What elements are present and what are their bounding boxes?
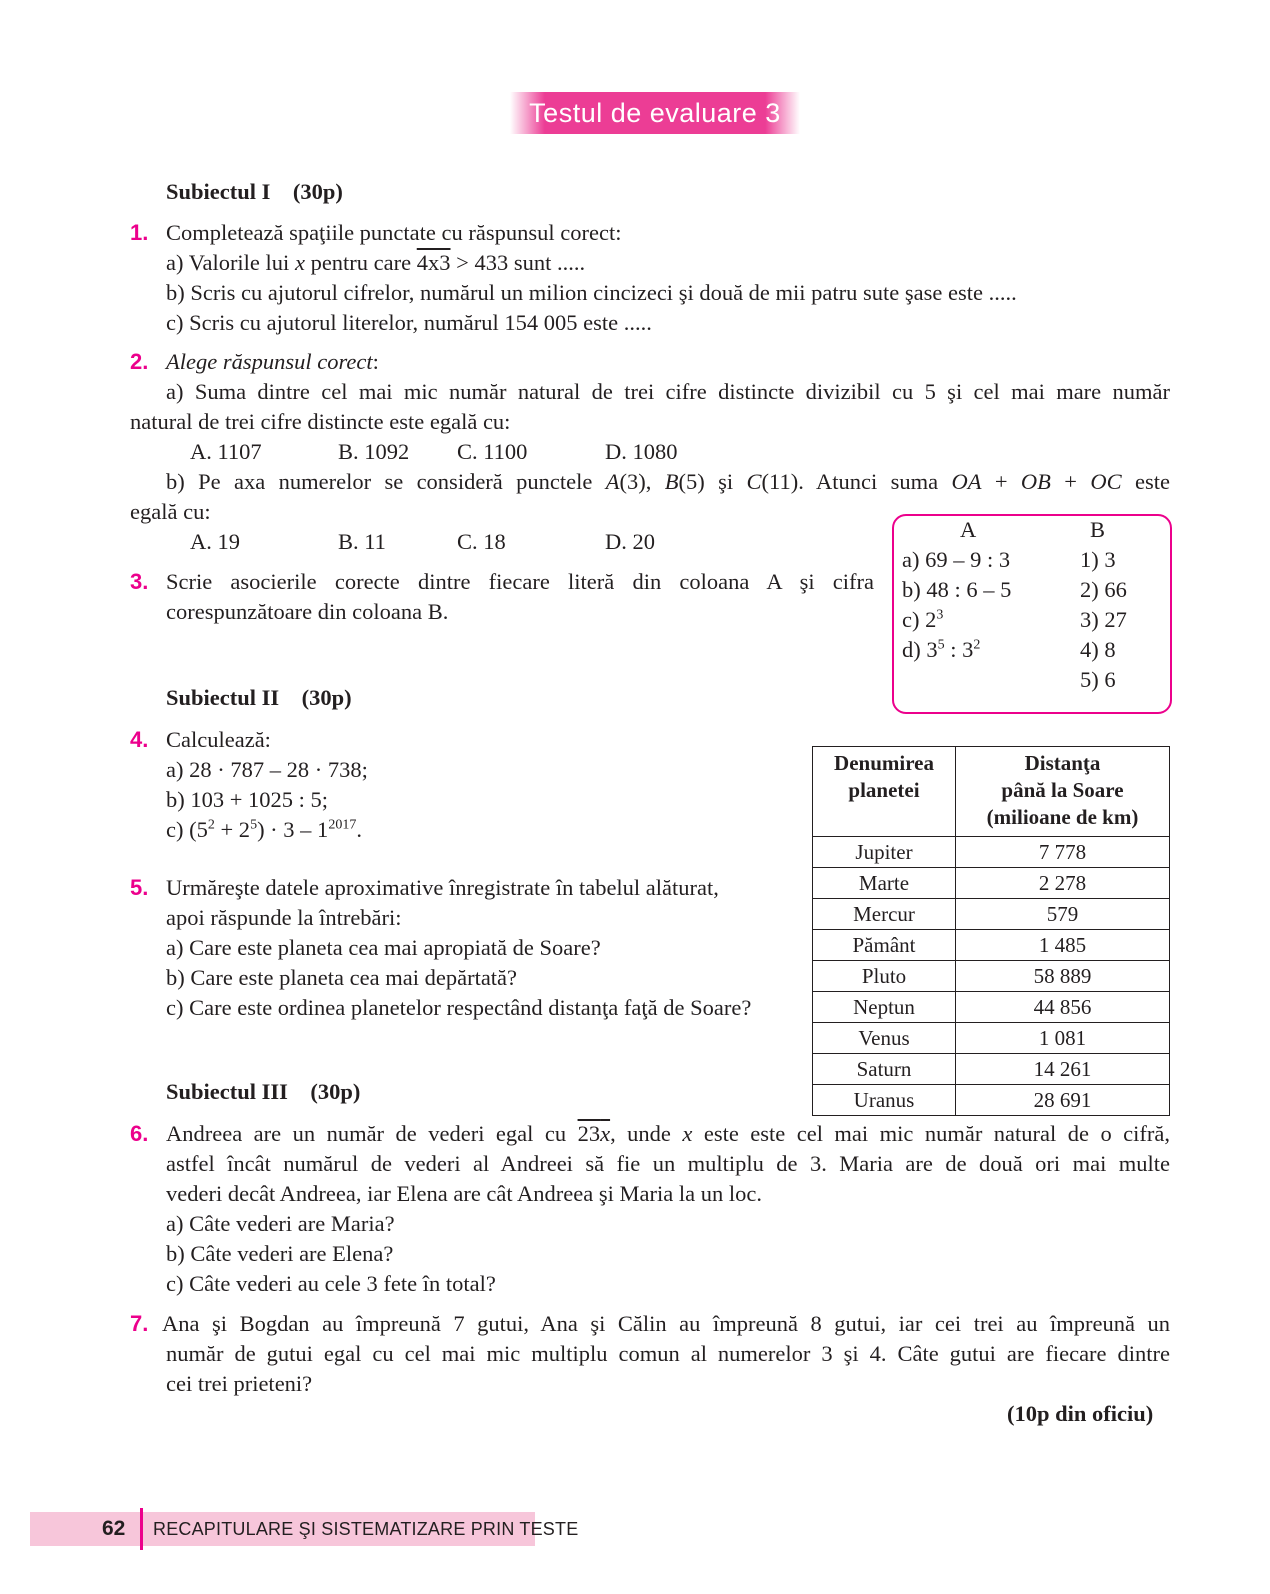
col-a-item-d-base: d) 3 <box>902 637 938 662</box>
q2-b-option-a: A. 19 <box>190 529 240 554</box>
question-6-number: 6. <box>130 1121 149 1146</box>
distance-cell: 7 778 <box>956 837 1170 868</box>
column-a-item-a: a) 69 – 9 : 3 <box>902 547 1011 572</box>
subject-2-label: Subiectul II <box>166 685 280 710</box>
column-a-item-c: c) $2^3$ <box>902 607 944 632</box>
question-5-b: b) Care este planeta cea mai depărtată? <box>166 965 518 990</box>
question-2-intro: Alege răspunsul corect: <box>166 349 379 374</box>
header-distance: Distanţa până la Soare (milioane de km) <box>956 747 1170 837</box>
question-7-line3: cei trei prieteni? <box>166 1371 313 1396</box>
planet-cell: Uranus <box>813 1085 956 1116</box>
q2-a-option-b: B. 1092 <box>338 439 410 464</box>
page-number: 62 <box>102 1517 126 1540</box>
q6-line1-pre: Andreea are un număr de vederi egal cu <box>166 1121 578 1146</box>
question-1-intro: Completează spaţiile punctate cu răspunsul corect: <box>166 220 622 245</box>
question-2-b-line1: b) Pe axa numerelor se consideră punctele A(3), B(5) şi C(11). Atunci suma OA + OB + OC este <box>166 469 1170 494</box>
question-4-b: b) 103 + 1025 : 5; <box>166 787 329 812</box>
question-2-number: 2. <box>130 349 149 374</box>
distance-cell: 28 691 <box>956 1085 1170 1116</box>
question-5-line1: Urmăreşte datele aproximative înregistrate în tabelul alăturat, <box>166 875 719 900</box>
subject-3-label: Subiectul III <box>166 1079 288 1104</box>
question-6-line1: Andreea are un număr de vederi egal cu 23x, unde x este este cel mai mic număr natural de o cifră, <box>166 1121 1170 1146</box>
table-row <box>813 961 1170 992</box>
distance-cell: 58 889 <box>956 961 1170 992</box>
subject-2-heading <box>166 684 352 712</box>
bonus-points: (10p din oficiu) <box>1007 1401 1154 1426</box>
question-4-intro: Calculează: <box>166 727 271 752</box>
question-6-b: b) Câte vederi are Elena? <box>166 1241 394 1266</box>
column-b-item-3: 3) 27 <box>1080 607 1127 632</box>
question-7-number: 7. <box>130 1311 149 1336</box>
column-a-item-b: b) 48 : 6 – 5 <box>902 577 1012 602</box>
q2-intro-text: Alege răspunsul corect <box>166 349 373 374</box>
question-6-line3: vederi decât Andreea, iar Elena are cât Andreea şi Maria la un loc. <box>166 1181 762 1206</box>
distance-cell: 44 856 <box>956 992 1170 1023</box>
question-4-number: 4. <box>130 727 149 752</box>
subject-3-heading <box>166 1078 360 1106</box>
question-2-b-line2: egală cu: <box>130 499 211 524</box>
question-2-a-line2: natural de trei cifre distincte este egală cu: <box>130 409 511 434</box>
planet-cell: Neptun <box>813 992 956 1023</box>
distance-cell: 14 261 <box>956 1054 1170 1085</box>
distance-cell: 1 081 <box>956 1023 1170 1054</box>
question-6-c: c) Câte vederi au cele 3 fete în total? <box>166 1271 496 1296</box>
subject-1-heading <box>166 178 343 206</box>
distance-cell: 579 <box>956 899 1170 930</box>
q1-a-variable: x <box>294 250 305 275</box>
q2-a-option-c: C. 1100 <box>457 439 528 464</box>
table-row <box>813 868 1170 899</box>
subject-2-points: (30p) <box>301 685 352 710</box>
q1-a-text-mid: pentru care <box>304 250 417 275</box>
q1-a-text-post: > 433 sunt ..... <box>450 250 586 275</box>
subject-3-points: (30p) <box>310 1079 361 1104</box>
planet-cell: Jupiter <box>813 837 956 868</box>
table-row <box>813 1054 1170 1085</box>
column-b-header: B <box>1090 517 1106 542</box>
question-4-c: c) $(5^2 + 2^5) \cdot 3 - 1^{2017}$. <box>166 817 362 842</box>
question-7-line2: număr de gutui egal cu cel mai mic multiplu comun al numerelor 3 şi 4. Câte gutui are fiecare dintre <box>166 1341 1170 1366</box>
table-header-row <box>813 747 1170 837</box>
test-title: Testul de evaluare 3 <box>510 92 800 134</box>
col-a-item-c-base: c) 2 <box>902 607 937 632</box>
table-row <box>813 930 1170 961</box>
table-row <box>813 837 1170 868</box>
q2-a-option-a: A. 1107 <box>190 439 262 464</box>
distance-cell: 1 485 <box>956 930 1170 961</box>
planet-cell: Pluto <box>813 961 956 992</box>
question-2-a-line1: a) Suma dintre cel mai mic număr natural de trei cifre distincte divizibil cu 5 şi cel mai mare număr <box>166 379 1170 404</box>
column-b-item-4: 4) 8 <box>1080 637 1116 662</box>
footer-section-title: RECAPITULARE ŞI SISTEMATIZARE PRIN TESTE <box>153 1519 579 1539</box>
question-7-line1: Ana şi Bogdan au împreună 7 gutui, Ana şi Călin au împreună 8 gutui, iar cei trei au împreună un <box>162 1311 1170 1336</box>
table-row <box>813 1085 1170 1116</box>
planet-cell: Venus <box>813 1023 956 1054</box>
header-planet-name: Denumirea planetei <box>813 747 956 837</box>
question-1-a <box>166 249 585 277</box>
question-1-b: b) Scris cu ajutorul cifrelor, numărul un milion cincizeci şi două de mii patru sute şase este ..... <box>166 280 1017 305</box>
planet-cell: Saturn <box>813 1054 956 1085</box>
table-row <box>813 992 1170 1023</box>
subject-1-points: (30p) <box>292 179 343 204</box>
planet-distance-table <box>812 746 1170 1116</box>
column-b-item-2: 2) 66 <box>1080 577 1127 602</box>
question-6-a: a) Câte vederi are Maria? <box>166 1211 395 1236</box>
question-4-a: a) 28 · 787 – 28 · 738; <box>166 757 368 782</box>
planet-cell: Pământ <box>813 930 956 961</box>
question-5-a: a) Care este planeta cea mai apropiată de Soare? <box>166 935 601 960</box>
question-3-number: 3. <box>130 569 149 594</box>
q2-b-option-b: B. 11 <box>338 529 386 554</box>
planet-cell: Marte <box>813 868 956 899</box>
q6-overlined-number: 23x <box>577 1121 611 1146</box>
question-6-line2: astfel încât numărul de vederi al Andreei să fie un multiplu de 3. Maria are de două ori mai multe <box>166 1151 1170 1176</box>
column-b-item-1: 1) 3 <box>1080 547 1116 572</box>
q4-c-base: c) (5 <box>166 817 208 842</box>
question-3-line1: Scrie asocierile corecte dintre fiecare literă din coloana A şi cifra <box>166 569 874 594</box>
q1-a-text-pre: a) Valorile lui <box>166 250 295 275</box>
column-a-header: A <box>960 517 977 542</box>
distance-cell: 2 278 <box>956 868 1170 899</box>
question-1-number: 1. <box>130 220 149 245</box>
question-5-line2: apoi răspunde la întrebări: <box>166 905 402 930</box>
column-b-item-5: 5) 6 <box>1080 667 1116 692</box>
subject-1-label: Subiectul I <box>166 179 271 204</box>
q1-a-overlined-number: 4x3 <box>416 250 451 275</box>
planet-cell: Mercur <box>813 899 956 930</box>
table-row <box>813 899 1170 930</box>
q2-b-option-c: C. 18 <box>457 529 506 554</box>
q2-b-option-d: D. 20 <box>605 529 655 554</box>
question-5-c: c) Care este ordinea planetelor respectând distanţa faţă de Soare? <box>166 995 752 1020</box>
question-3-line2: corespunzătoare din coloana B. <box>166 599 449 624</box>
q2-a-option-d: D. 1080 <box>605 439 678 464</box>
column-a-item-d: d) $3^5$ : $3^2$ <box>902 637 981 662</box>
footer-divider <box>140 1508 143 1550</box>
table-row <box>813 1023 1170 1054</box>
question-1-c: c) Scris cu ajutorul literelor, numărul 154 005 este ..... <box>166 310 652 335</box>
question-5-number: 5. <box>130 875 149 900</box>
